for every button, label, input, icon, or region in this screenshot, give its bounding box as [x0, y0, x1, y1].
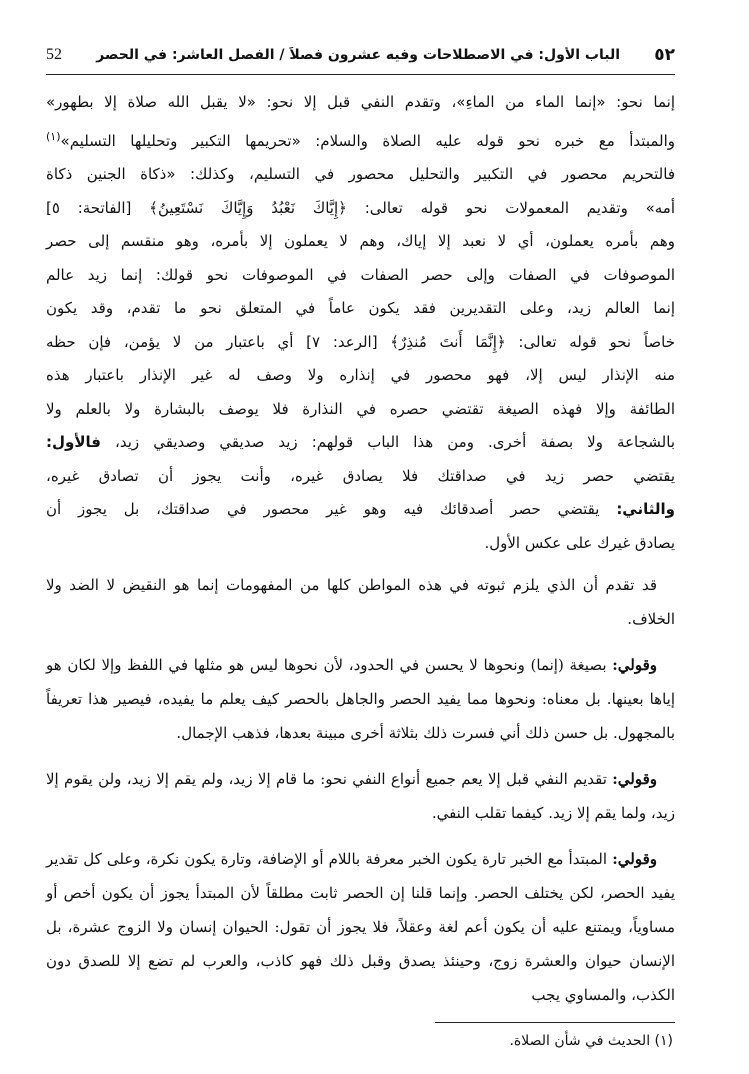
- chapter-title: الباب الأول: في الاصطلاحات وفيه عشرون فصلاً / الفصل العاشر: في الحصر: [96, 47, 621, 63]
- text-line: فالتحريم محصور في التكبير والتحليل محصور في التسليم، وكذلك: «ذكاة الجنين ذكاة: [46, 165, 675, 183]
- text-line: منه الإنذار ليس إلا، فهو محصور في إنذاره ولا وصف له غير الإنذار باعتبار هذه: [46, 366, 675, 384]
- text-line: أمه» وتقديم المعمولات نحو قوله تعالى: ﴿إِيَّاكَ نَعْبُدُ وَإِيَّاكَ نَسْتَعِينُ﴾ [الفاتحة: ٥]: [46, 198, 675, 217]
- text-line: بالشجاعة ولا بصفة أخرى. ومن هذا الباب قولهم: زيد صديقي وصديقي زيد، فالأول:: [46, 433, 675, 451]
- paragraph: وقولي: المبتدأ مع الخبر تارة يكون الخبر معرفة باللام أو الإضافة، وتارة يكون نكرة، وعلى كل تقدير يفيد الحصر، لكن يختلف الحصر. وإنما قلنا إن الحصر ثابت مطلقاً لأن المبتدأ يجوز أن يكون أخص أو مساوياً، ويمتنع عليه أن يكون أعم لغة وعقلاً، فلا يجوز أن تقول: الحيوان إنسان ولا الزوج عشرة، بل الإنسان حيوان والعشرة زوج، وحينئذ يصدق وقبل ذلك فهو كاذب، والعرب لم تضع إلا للصدق دون الكذب، والمساوي يجب: [46, 850, 675, 1004]
- term-second: والثاني:: [616, 500, 675, 518]
- text-line: يقتضي حصر زيد في صداقتك فلا يصادق غيره، وأنت يجوز أن تصادق غيره،: [46, 466, 675, 485]
- text-line: إنما نحو: «إنما الماء من الماءِ»، وتقدم النفي قبل إلا نحو: «لا يقبل الله صلاة إلا بطهور»: [46, 93, 675, 111]
- paragraph-lead: وقولي:: [612, 770, 657, 788]
- paragraph-lead: وقولي:: [612, 656, 657, 674]
- text-block-sans: [46, 86, 675, 560]
- term-first: فالأول:: [46, 433, 101, 451]
- footnote-text: الحديث في شأن الصلاة.: [509, 1033, 651, 1049]
- text-line: خاصاً نحو قوله تعالى: ﴿إِنَّمَا أَنتَ مُنذِرٌ﴾ [الرعد: ٧] أي باعتبار من لا يؤمن، فإن حظه: [46, 332, 675, 351]
- page-number-arabic: ٥٢: [654, 45, 675, 65]
- paragraph: وقولي: تقديم النفي قبل إلا يعم جميع أنواع النفي نحو: ما قام إلا زيد، ولم يقم إلا زيد، ولن يقوم إلا زيد، ولما يقم إلا زيد. كيفما تقلب النفي.: [46, 770, 675, 822]
- text-line: الطائفة وإلا فهذه الصيغة تقتضي حصره في النذارة فلا يوصف بالبشارة ولا بالعلم ولا: [46, 399, 675, 418]
- header-divider: [46, 74, 675, 75]
- text-line: الموصوفات في الصفات وإلى حصر الصفات في الموصوفات نحو قولك: إنما زيد عالم: [46, 265, 675, 284]
- text-line: يصادق غيرك على عكس الأول.: [484, 533, 675, 552]
- paragraph-lead: وقولي:: [612, 850, 657, 868]
- running-header: [46, 40, 675, 70]
- text-line: إنما العالم زيد، وعلى التقديرين فقد يكون عاماً في المتعلق نحو ما تقدم، وقد يكون: [46, 299, 675, 317]
- text-block-serif: [46, 568, 675, 1012]
- paragraph: قد تقدم أن الذي يلزم ثبوته في هذه المواطن كلها من المفهومات إنما هو النقيض لا الضد ولا الخلاف.: [46, 576, 675, 628]
- text-line: والثاني: يقتضي حصر أصدقائك فيه وهو غير محصور في صداقتك، بل يجوز أن: [46, 500, 675, 518]
- footnote: [46, 1030, 673, 1052]
- footnote-divider: [435, 1022, 675, 1023]
- footnote-reference: (١): [46, 129, 61, 143]
- text-line: وهم بأمره يعملون، أي لا نعبد إلا إياك، وهم لا يعملون إلا بأمره، وهو منقسم إلى حصر: [46, 232, 675, 250]
- footnote-marker: (١): [654, 1033, 673, 1049]
- main-text: [46, 86, 675, 1024]
- paragraph: وقولي: بصيغة (إنما) ونحوها لا يحسن في الحدود، لأن نحوها ليس هو مثلها في اللفظ وإلا لكان هو إياها بعينها. بل معناه: ونحوها مما يفيد الحصر والجاهل بالحصر كيف يعلم ما يفيده، فيصير هذا تعريفاً بالمجهول. بل حسن ذلك أني فسرت ذلك بثلاثة أخرى مبينة بعدها، فذهب الإجمال.: [46, 656, 675, 742]
- text-line: والمبتدأ مع خبره نحو قوله عليه الصلاة والسلام: «تحريمها التكبير وتحليلها التسليم»$^{(١)}$: [46, 129, 675, 150]
- page-number-latin: 52: [46, 46, 62, 63]
